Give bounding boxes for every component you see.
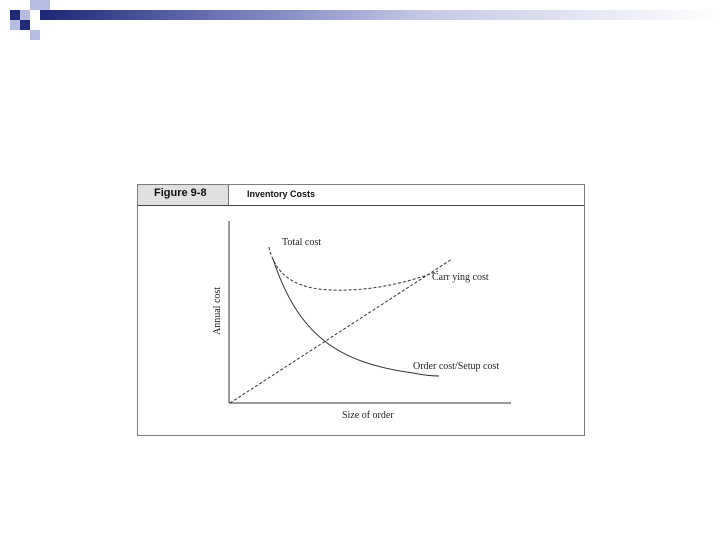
- decor-square: [30, 30, 40, 40]
- decor-square: [20, 20, 30, 30]
- decor-square: [40, 10, 50, 20]
- decor-square: [20, 10, 30, 20]
- total-cost-label: Total cost: [282, 237, 322, 248]
- decor-square: [40, 0, 50, 10]
- decor-square: [10, 20, 20, 30]
- order-cost-label: Order cost/Setup cost: [413, 361, 500, 372]
- inventory-cost-diagram: [138, 185, 584, 435]
- carrying-cost-label: Carr ying cost: [432, 272, 489, 283]
- decor-square: [10, 10, 20, 20]
- decor-square: [30, 0, 40, 10]
- x-axis-label: Size of order: [342, 410, 394, 421]
- carrying-cost-curve: [230, 259, 452, 403]
- y-axis-label: Annual cost: [212, 286, 223, 335]
- figure-title: Inventory Costs: [247, 189, 316, 199]
- figure-frame: [137, 184, 585, 436]
- slide-decoration: [0, 0, 720, 40]
- total-cost-curve: [269, 247, 438, 290]
- figure-number: Figure 9-8: [154, 187, 207, 199]
- gradient-band: [50, 10, 720, 20]
